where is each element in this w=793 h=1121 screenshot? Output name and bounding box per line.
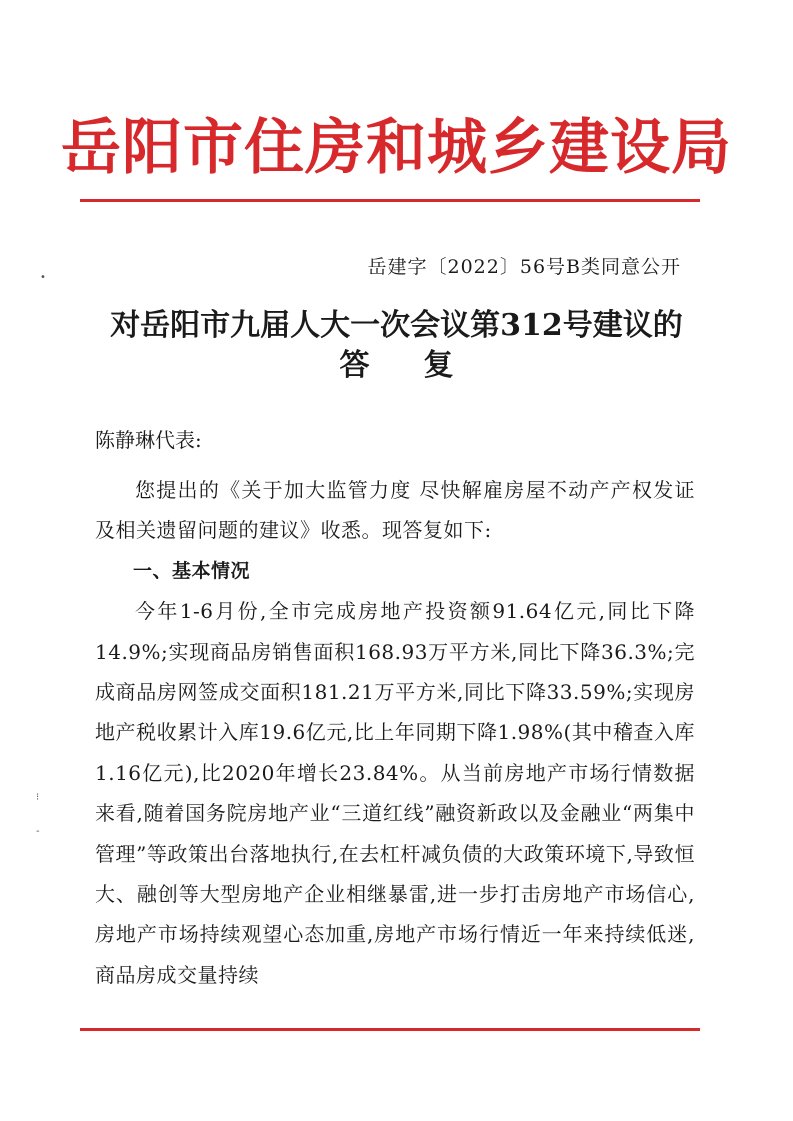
salutation: 陈静琳代表: — [95, 428, 202, 452]
footer-red-rule — [80, 1028, 700, 1031]
body-text — [95, 470, 695, 995]
margin-mark: • — [40, 272, 46, 283]
letterhead-red-rule — [80, 199, 700, 202]
section-body-paragraph: 今年1-6月份,全市完成房地产投资额91.64亿元,同比下降14.9%;实现商品房销售面积168.93万平方米,同比下降36.3%;完成商品房网签成交面积181.21万平方米,同比下降33.59%;实现房地产税收累计入库19.6亿元,比上年同期下降1.98%(其中稽查入库1.16亿元),比2020年增长23.84%。从当前房地产市场行情数据来看,随着国务院房地产业“三道红线”融资新政以及金融业“两集中管理”等政策出台落地执行,在去杠杆减负债的大政策环境下,导致恒大、融创等大型房地产企业相继暴雷,进一步打击房地产市场信心,房地产市场持续观望心态加重,房地产市场行情近一年来持续低迷,商品房成交量持续 — [95, 599, 695, 987]
agency-letterhead-title: 岳阳市住房和城乡建设局 — [61, 113, 732, 183]
document-heading-line1: 对岳阳市九届人大一次会议第312号建议的 — [110, 308, 683, 343]
margin-mark: ⁝ — [36, 792, 40, 803]
section-title-basic-situation: 一、基本情况 — [133, 559, 251, 582]
document-heading-line2: 答复 — [339, 348, 508, 383]
margin-mark: - — [36, 826, 40, 837]
intro-paragraph: 您提出的《关于加大监管力度 尽快解雇房屋不动产产权发证及相关遗留问题的建议》收悉。现答复如下: — [95, 478, 695, 543]
document-number: 岳建字〔2022〕56号B类同意公开 — [367, 256, 681, 278]
